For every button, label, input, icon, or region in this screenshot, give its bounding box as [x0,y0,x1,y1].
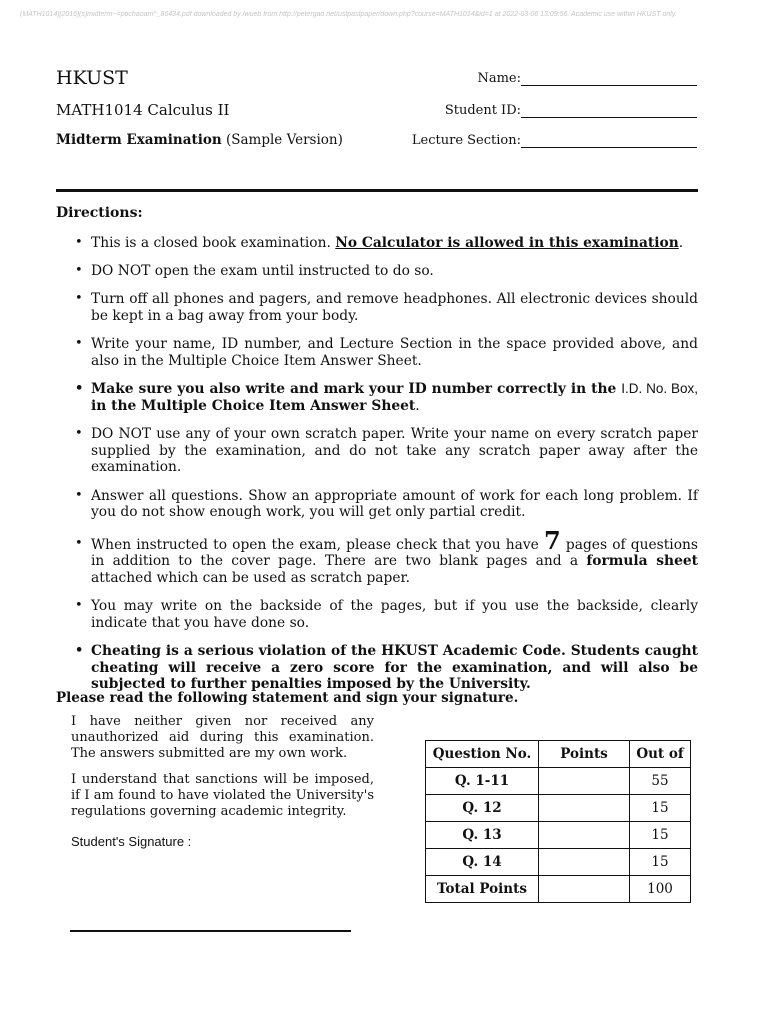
out-of-cell: 15 [630,849,691,876]
exam-title [56,132,343,148]
direction-item [56,488,698,521]
direction-text: This is a closed book examination. [91,235,336,251]
question-cell: Q. 13 [426,822,539,849]
course-title: MATH1014 Calculus II [56,101,230,119]
question-cell: Q. 1-11 [426,768,539,795]
direction-text: DO NOT use any of your own scratch paper. Write your name on every scratch paper supplied by the examination, and do not take any scratch paper away after the examination. [91,426,698,475]
statement-paragraph-1: I have neither given nor received any unauthorized aid during this examination. The answers submitted are my own work. [71,714,374,761]
question-cell: Total Points [426,876,539,903]
table-row [426,849,691,876]
lecture-section-line[interactable] [521,133,697,148]
id-box-label: I.D. No. Box, [621,381,698,396]
no-calculator-notice: No Calculator is allowed in this examination [335,235,679,251]
direction-item [56,336,698,369]
out-of-cell: 55 [630,768,691,795]
page-count: 7 [544,525,561,555]
direction-text: pages of questions in addition to the cover page. There are two blank pages and a [91,536,698,569]
direction-item [56,381,698,414]
directions-list [56,235,698,693]
statement-title: Please read the following statement and sign your signature. [56,690,519,706]
signature-label: Student's Signature : [71,834,192,849]
download-watermark: (MATH1014)[2016](s)midterm~=pochaoam^_86434.pdf downloaded by /wueb from http://petergao.net/ustpastpaper/down.php?course=MATH1014&id=1 at 2022-03-06 13:09:56. Academic use within HKUST only. [20,11,677,18]
question-cell: Q. 14 [426,849,539,876]
direction-text: When instructed to open the exam, please check that you have [91,536,545,553]
direction-item [56,263,698,280]
statement-paragraph-2: I understand that sanctions will be imposed, if I am found to have violated the University's regulations governing academic integrity. [71,772,374,819]
name-line[interactable] [521,71,697,86]
points-cell[interactable] [539,822,630,849]
direction-text: attached which can be used as scratch paper. [91,569,410,586]
direction-text: You may write on the backside of the pages, but if you use the backside, clearly indicate that you have done so. [91,598,698,631]
exam-version: (Sample Version) [225,132,343,148]
header-question-no: Question No. [426,741,539,768]
out-of-cell: 15 [630,795,691,822]
lecture-section-label: Lecture Section: [411,133,521,148]
header-rule [56,189,698,192]
header-out-of: Out of [630,741,691,768]
formula-sheet-label: formula sheet [586,553,699,569]
direction-text: . [415,397,420,414]
direction-item [56,643,698,693]
direction-item [56,426,698,476]
name-label: Name: [477,71,521,86]
lecture-section-field[interactable] [412,133,697,148]
score-table [425,740,691,903]
school-name: HKUST [56,67,128,89]
table-row [426,768,691,795]
direction-text: Turn off all phones and pagers, and remove headphones. All electronic devices should be kept in a bag away from your body. [91,291,698,324]
student-id-line[interactable] [521,103,697,118]
student-id-label: Student ID: [444,103,521,118]
points-cell[interactable] [539,849,630,876]
direction-item [56,291,698,324]
table-row [426,795,691,822]
directions-title: Directions: [56,205,143,221]
direction-text: Make sure you also write and mark your ID number correctly in the [91,381,622,397]
points-cell[interactable] [539,876,630,903]
direction-item [56,235,698,252]
direction-text: . [678,235,684,251]
exam-title-bold: Midterm Examination [56,132,222,148]
student-id-field[interactable] [445,103,697,118]
direction-text: in the Multiple Choice Item Answer Sheet [91,397,416,414]
points-cell[interactable] [539,795,630,822]
direction-text: DO NOT open the exam until instructed to do so. [91,262,434,279]
signature-line[interactable] [70,930,351,932]
table-row [426,822,691,849]
question-cell: Q. 12 [426,795,539,822]
direction-text: Answer all questions. Show an appropriate amount of work for each long problem. If you do not show enough work, you will get only partial credit. [91,487,698,520]
direction-item [56,525,699,587]
score-table-header [426,741,691,768]
out-of-cell: 15 [630,822,691,849]
direction-item [56,598,698,631]
direction-text: Write your name, ID number, and Lecture Section in the space provided above, and also in the Multiple Choice Item Answer Sheet. [91,336,698,369]
out-of-cell: 100 [630,876,691,903]
cheating-notice: Cheating is a serious violation of the HKUST Academic Code. Students caught cheating will receive a zero score for the examination, and will also be subjected to further penalties imposed by the University. [91,643,698,692]
name-field[interactable] [477,71,697,86]
table-row [426,876,691,903]
header-points: Points [539,741,630,768]
points-cell[interactable] [539,768,630,795]
